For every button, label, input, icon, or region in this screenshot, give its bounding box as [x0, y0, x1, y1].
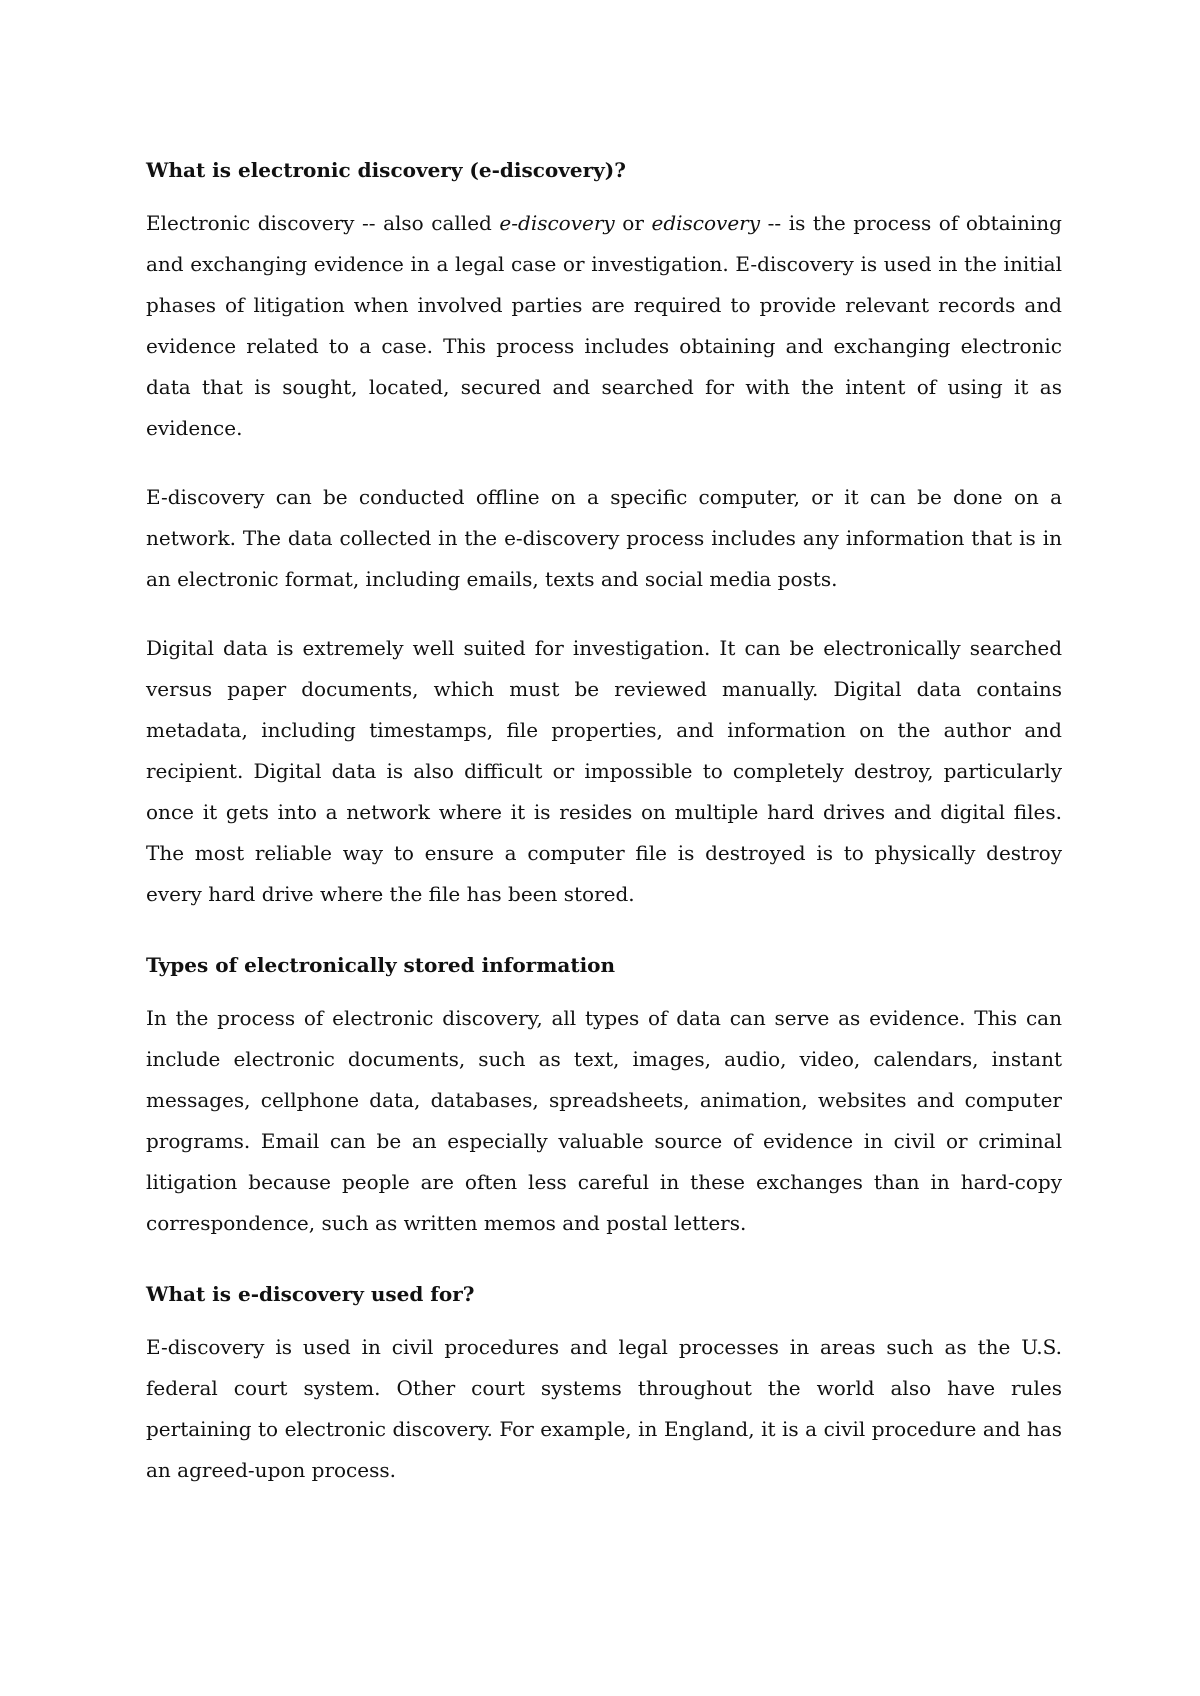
paragraph-types: In the process of electronic discovery, all types of data can serve as evidence. This can include electronic documents, such as text, images, audio, video, calendars, instant messages, cellphone data, databases, spreadsheets, animation, websites and computer programs. Email can be an especially valuable source of evidence in civil or criminal litigation because people are often less careful in these exchanges than in hard-copy correspondence, such as written memos and postal letters. — [146, 1006, 1062, 1235]
term-e-discovery: e-discovery — [499, 211, 615, 235]
paragraph-definition-mid: or — [614, 211, 652, 235]
section-heading-types: Types of electronically stored information — [146, 953, 616, 977]
paragraph-offline-network: E-discovery can be conducted offline on a specific computer, or it can be done on a network. The data collected in the e-discovery process includes any information that is in an electronic format, including emails, texts and social media posts. — [146, 485, 1062, 591]
document-body — [146, 150, 1062, 1491]
paragraph-digital-data: Digital data is extremely well suited for investigation. It can be electronically searched versus paper documents, which must be reviewed manually. Digital data contains metadata, including timestamps, file properties, and information on the author and recipient. Digital data is also difficult or impossible to completely destroy, particularly once it gets into a network where it is resides on multiple hard drives and digital files. The most reliable way to ensure a computer file is destroyed is to physically destroy every hard drive where the file has been stored. — [146, 636, 1062, 906]
term-ediscovery: ediscovery — [651, 211, 761, 235]
paragraph-definition-rest: -- is the process of obtaining and exchanging evidence in a legal case or investigation. E-discovery is used in the initial phases of litigation when involved parties are required to provide relevant records and evidence related to a case. This process includes obtaining and exchanging electronic data that is sought, located, secured and searched for with the intent of using it as evidence. — [146, 211, 1062, 440]
section-heading-used-for: What is e-discovery used for? — [146, 1282, 475, 1306]
paragraph-used-for: E-discovery is used in civil procedures and legal processes in areas such as the U.S. federal court system. Other court systems throughout the world also have rules pertaining to electronic discovery. For example, in England, it is a civil procedure and has an agreed-upon process. — [146, 1335, 1062, 1482]
section-heading-what-is-ediscovery: What is electronic discovery (e-discovery)? — [146, 158, 626, 182]
paragraph-definition — [146, 203, 1062, 449]
paragraph-definition-lead: Electronic discovery -- also called — [146, 211, 500, 235]
